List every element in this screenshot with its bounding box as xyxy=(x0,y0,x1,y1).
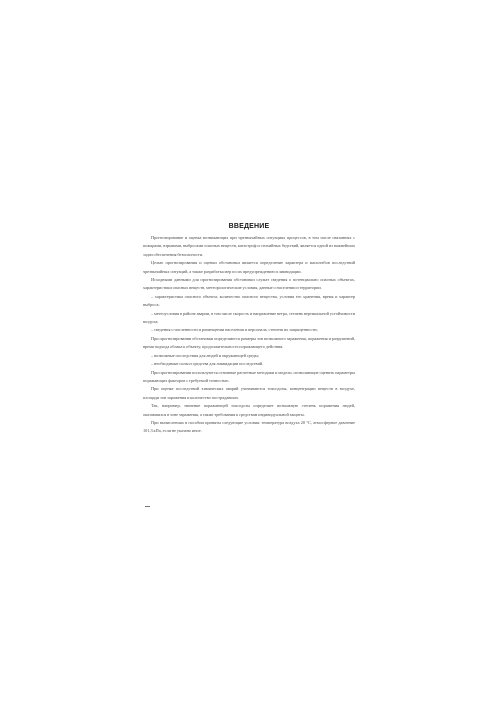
list-item: – характеристика опасного объекта, количество опасного вещества, условия его хранения, время и характер выброса; xyxy=(143,293,355,308)
paragraph: При прогнозировании используются основные расчетные методики и модели, позволяющие оценить параметры поражающих факторов с требуемой точностью. xyxy=(143,369,355,383)
paragraph: При прогнозировании обстановки определяются размеры зон возможного заражения, поражения и разрушений, время подхода облака к объекту, продолжительность поражающего действия. xyxy=(143,335,355,350)
document-heading: ВВЕДЕНИЕ xyxy=(228,223,270,230)
paragraph: Целью прогнозирования и оценки обстановки является определение характера и масштабов последствий чрезвычайных ситуаций, а также разработка мер по их предупреждению и ликвидации. xyxy=(143,260,355,274)
trailing-dash xyxy=(145,506,150,507)
document-body xyxy=(143,222,355,436)
list-item: – сведения о численности и размещении населения и персонала, степени их защищенности; xyxy=(151,327,318,333)
paragraph: Так, например, значение поражающей токсодозы определяет возможную степень поражения людей, оказавшихся в зоне заражения, а также требования к средствам индивидуальной защиты. xyxy=(143,403,355,417)
paragraph: Прогнозирование и оценка возникающих при чрезвычайных ситуациях процессов, в том числе связанных с пожарами, взрывами, выбросами опасных веществ, катастроф и стихийных бедствий, является одной из важнейших задач обеспечения безопасности. xyxy=(143,235,355,257)
paragraph: При вычислениях в пособии приняты следующие условия: температура воздуха 20 °С, атмосферное давление 101,3 кПа, если не указано иное. xyxy=(143,419,355,434)
paragraph: При оценке последствий химических аварий учитываются токсодозы, концентрации веществ в воздухе, площади зон заражения и количество пострадавших. xyxy=(143,386,355,400)
paragraph: Исходными данными для прогнозирования обстановки служат сведения о потенциально опасных объектах, характеристики опасных веществ, метеорологические условия, данные о населении и территории. xyxy=(143,277,355,291)
list-item: – метеоусловия в районе аварии, в том числе скорость и направление ветра, степень вертикальной устойчивости воздуха; xyxy=(143,310,355,325)
list-item: – необходимые силы и средства для ликвидации последствий. xyxy=(151,361,264,367)
list-item: – возможные последствия для людей и окружающей среды; xyxy=(151,352,259,358)
